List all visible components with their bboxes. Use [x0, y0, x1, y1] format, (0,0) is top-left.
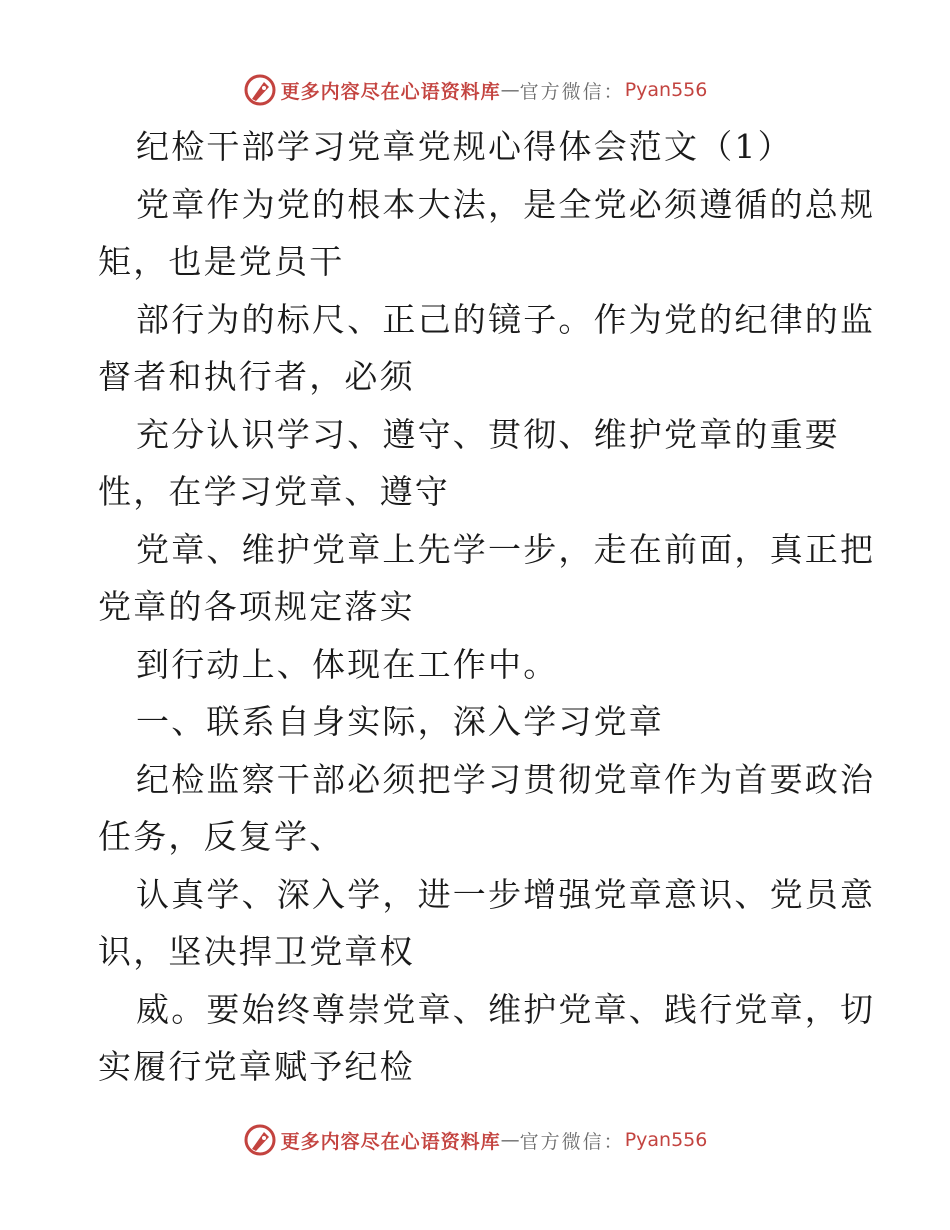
pen-nib-circle-icon — [243, 73, 277, 107]
watermark-banner-top — [0, 70, 950, 110]
text-line: 纪检监察干部必须把学习贯彻党章作为首要政治 — [136, 759, 876, 799]
watermark-label: 官方微信： — [519, 80, 625, 103]
text-line: 认真学、深入学，进一步增强党章意识、党员意 — [136, 874, 876, 914]
text-line: 党章的各项规定落实 — [98, 587, 415, 626]
text-line: 实履行党章赋予纪检 — [98, 1047, 415, 1086]
text-line: 识，坚决捍卫党章权 — [98, 932, 415, 971]
text-line: 威。要始终尊崇党章、维护党章、践行党章，切 — [136, 989, 876, 1029]
watermark-text: 更多内容尽在心语资料库 — [280, 80, 501, 103]
document-body — [98, 118, 876, 1096]
text-line: 矩，也是党员干 — [98, 242, 345, 281]
pen-nib-circle-icon — [243, 1123, 277, 1157]
text-line: 任务，反复学、 — [98, 817, 345, 856]
section-heading: 一、联系自身实际，深入学习党章 — [136, 702, 664, 741]
watermark-account: Pyan556 — [624, 79, 708, 101]
text-line: 充分认识学习、遵守、贯彻、维护党章的重要 — [136, 414, 840, 454]
text-line: 部行为的标尺、正己的镜子。作为党的纪律的监 — [136, 299, 876, 339]
watermark-banner-bottom — [0, 1120, 950, 1160]
text-line: 到行动上、体现在工作中。 — [136, 644, 559, 684]
text-line: 党章、维护党章上先学一步，走在前面，真正把 — [136, 529, 876, 569]
text-line: 党章作为党的根本大法，是全党必须遵循的总规 — [136, 184, 876, 224]
text-line: 督者和执行者，必须 — [98, 357, 415, 396]
document-title: 纪检干部学习党章党规心得体会范文（1） — [136, 127, 793, 166]
watermark-dash: — — [500, 1129, 520, 1151]
watermark-text: 更多内容尽在心语资料库 — [280, 1130, 501, 1153]
watermark-dash: — — [500, 79, 520, 101]
text-line: 性，在学习党章、遵守 — [98, 472, 450, 511]
watermark-account: Pyan556 — [624, 1129, 708, 1151]
watermark-label: 官方微信： — [519, 1130, 625, 1153]
